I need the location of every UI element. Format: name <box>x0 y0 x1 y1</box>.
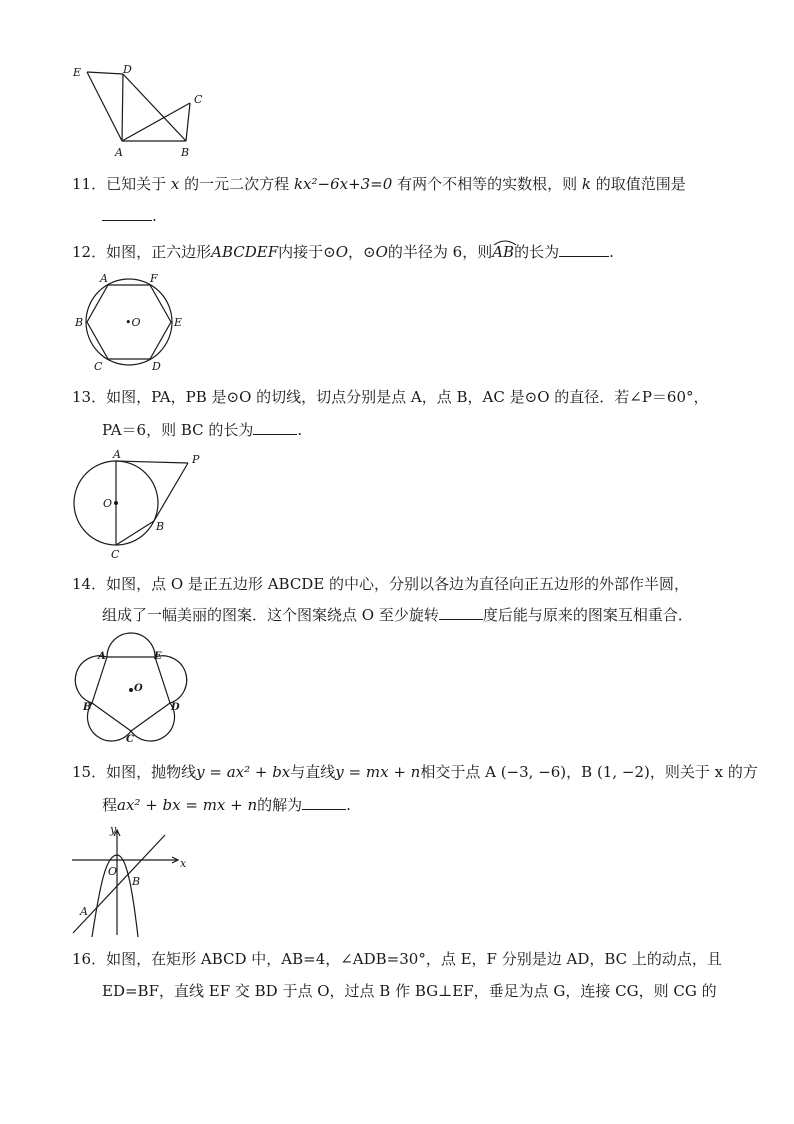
question-11-line2 <box>102 206 157 225</box>
q12-text2: 内接于⊙ <box>278 243 336 261</box>
label-B: B <box>83 702 92 713</box>
question-15-line2 <box>102 795 351 814</box>
label-P: P <box>192 453 200 466</box>
figure-q15 <box>70 825 190 940</box>
question-13-line2 <box>102 420 302 439</box>
q11-mid: 的一元二次方程 <box>184 175 290 193</box>
question-11 <box>72 175 686 193</box>
q12-text3: ，⊙ <box>348 243 376 261</box>
figure-q15-svg <box>70 825 190 940</box>
q15-line1c: 相交于点 A (−3, −6)，B (1, −2)，则关于 x 的方 <box>420 763 758 781</box>
q11-pre: 已知关于 <box>106 175 167 193</box>
label-A: A <box>80 905 88 918</box>
q12-text1: 如图，正六边形 <box>106 243 212 261</box>
q14-answer-blank[interactable] <box>439 605 483 620</box>
label-O: O <box>108 865 118 878</box>
label-x: x <box>180 857 187 870</box>
q12-arc-label: AB <box>492 243 515 261</box>
q13-tail: . <box>297 421 303 439</box>
label-D: D <box>123 63 132 76</box>
figure-q12-svg <box>70 270 190 375</box>
label-A: A <box>98 651 106 662</box>
q11-x: x <box>170 175 180 193</box>
q15-tail: . <box>346 796 351 814</box>
q15-number: 15． <box>72 763 107 781</box>
figure-q13-svg <box>70 450 220 565</box>
q16-line2: ED=BF，直线 EF 交 BD 于点 O，过点 B 作 BG⊥EF，垂足为点 G，连接 CG，则 CG 的 <box>102 982 717 1000</box>
label-B: B <box>75 316 84 329</box>
q12-tail: . <box>609 243 614 261</box>
label-y: y <box>110 823 117 836</box>
q15-answer-blank[interactable] <box>302 795 346 810</box>
label-E: E <box>73 66 82 79</box>
q14-line1: 如图，点 O 是正五边形 ABCDE 的中心，分别以各边为直径向正五边形的外部作半圆， <box>106 575 690 593</box>
label-A: A <box>113 448 121 461</box>
q16-number: 16． <box>72 950 107 968</box>
figure-q13 <box>70 450 220 565</box>
label-C: C <box>111 548 120 561</box>
q14-line2b: 度后能与原来的图案互相重合． <box>482 606 693 624</box>
label-B: B <box>181 146 190 159</box>
question-13 <box>72 388 709 406</box>
question-14 <box>72 575 689 593</box>
label-A: A <box>100 272 108 285</box>
label-B: B <box>132 875 141 888</box>
arc-symbol-icon <box>492 238 518 246</box>
q11-number: 11． <box>72 175 107 193</box>
label-C: C <box>126 734 134 745</box>
q15-line2b: 的解为 <box>257 796 303 814</box>
label-C: C <box>194 93 203 106</box>
question-15 <box>72 763 758 781</box>
label-O: •O <box>125 316 141 329</box>
q11-answer-blank[interactable] <box>102 206 152 221</box>
label-O: O <box>134 683 143 694</box>
q12-o2: O <box>375 243 388 261</box>
label-A: A <box>115 146 123 159</box>
q11-end: 的取值范围是 <box>595 175 686 193</box>
label-O: O <box>103 497 113 510</box>
q12-o1: O <box>335 243 348 261</box>
q12-answer-blank[interactable] <box>559 242 609 257</box>
q13-answer-blank[interactable] <box>253 420 297 435</box>
q13-line2: PA＝6，则 BC 的长为 <box>102 421 254 439</box>
q15-line1a: 如图，抛物线 <box>106 763 197 781</box>
q15-eq1: y = ax² + bx <box>196 763 291 781</box>
figure-q10-svg <box>70 62 220 162</box>
label-F: F <box>150 272 158 285</box>
q12-hexagon-name: ABCDEF <box>211 243 279 261</box>
q11-k: k <box>581 175 591 193</box>
figure-q12 <box>70 270 190 375</box>
q15-eq3: ax² + bx = mx + n <box>117 796 258 814</box>
figure-q10 <box>70 62 220 162</box>
q12-arc-ab <box>492 243 514 261</box>
label-E: E <box>154 651 162 662</box>
q15-line2a: 程 <box>102 796 118 814</box>
q12-text4: 的半径为 6，则 <box>387 243 493 261</box>
figure-q14-svg <box>72 640 192 750</box>
q15-line1b: 与直线 <box>290 763 336 781</box>
q12-number: 12． <box>72 243 107 261</box>
label-C: C <box>94 360 103 373</box>
q11-expr: kx²−6x+3=0 <box>293 175 393 193</box>
q16-line1: 如图，在矩形 ABCD 中，AB=4，∠ADB=30°，点 E，F 分别是边 AD，BC 上的动点，且 <box>106 950 722 968</box>
q11-tail: . <box>152 207 157 225</box>
label-D: D <box>152 360 161 373</box>
question-16 <box>72 950 722 968</box>
q14-line2a: 组成了一幅美丽的图案．这个图案绕点 O 至少旋转 <box>102 606 439 624</box>
question-12 <box>72 242 614 261</box>
q14-number: 14． <box>72 575 107 593</box>
q11-post: 有两个不相等的实数根，则 <box>397 175 578 193</box>
label-B: B <box>156 520 165 533</box>
q15-eq2: y = mx + n <box>335 763 421 781</box>
figure-q14 <box>72 640 192 750</box>
question-16-line2 <box>102 982 717 1000</box>
q13-number: 13． <box>72 388 107 406</box>
label-D: D <box>171 702 180 713</box>
question-14-line2 <box>102 605 693 624</box>
q13-line1: 如图，PA，PB 是⊙O 的切线，切点分别是点 A，点 B，AC 是⊙O 的直径．若∠P＝60°， <box>106 388 709 406</box>
q12-text5: 的长为 <box>514 243 560 261</box>
label-E: E <box>174 316 183 329</box>
